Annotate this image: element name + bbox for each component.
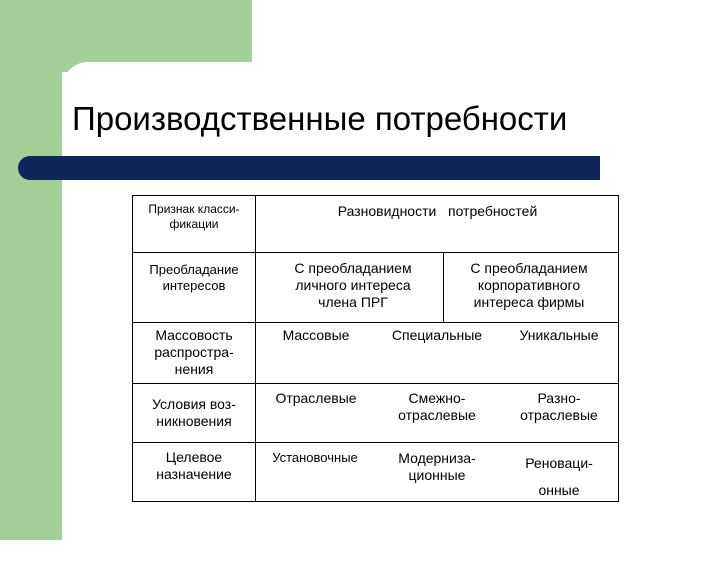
header-types: Разновидности потребностей	[337, 203, 538, 219]
value-line: интереса фирмы	[473, 294, 585, 311]
criterion-line: интересов	[162, 277, 226, 293]
value-mass: Массовые	[282, 327, 350, 343]
value-modernization	[379, 450, 495, 484]
row-divider	[133, 383, 618, 384]
value-line: Реноваци-	[525, 455, 593, 471]
criterion-line: назначение	[156, 466, 232, 483]
value-line: корпоративного	[477, 277, 581, 294]
value-line: С преобладанием	[470, 260, 588, 276]
criterion-line: Массовость	[155, 327, 233, 343]
needs-table	[132, 195, 619, 502]
header-criterion-line: Признак класси-	[148, 202, 240, 216]
value-line: члена ПРГ	[318, 294, 388, 311]
value-line: Модерниза-	[398, 450, 476, 466]
value-line: личного интереса	[295, 277, 411, 294]
value-personal-interest	[273, 260, 433, 311]
row-divider	[133, 442, 618, 443]
criterion-purpose	[133, 449, 255, 483]
value-line: отраслевые	[398, 407, 476, 424]
value-line: отраслевые	[520, 407, 598, 424]
criterion-interests	[133, 262, 255, 294]
header-criterion-line: фикации	[169, 216, 219, 231]
criterion-conditions	[133, 396, 255, 430]
criterion-line: Условия воз-	[152, 396, 236, 412]
value-line: ционные	[408, 467, 466, 484]
value-corporate-interest	[449, 260, 609, 311]
value-renovation	[505, 450, 613, 503]
row-divider	[133, 252, 618, 253]
value-unique: Уникальные	[519, 327, 599, 343]
column-divider	[255, 196, 256, 501]
header-criterion	[133, 202, 255, 231]
slide-title: Производственные потребности	[72, 100, 568, 137]
row-divider	[133, 322, 618, 323]
criterion-mass	[133, 327, 255, 378]
criterion-line: Целевое	[165, 449, 223, 465]
value-line: С преобладанием	[294, 260, 412, 276]
value-line: Разно-	[537, 390, 581, 406]
value-line: онные	[538, 481, 580, 498]
column-divider	[443, 252, 444, 322]
value-multi-sectoral	[505, 390, 613, 424]
criterion-line: распростра-	[154, 344, 234, 361]
criterion-line: Преобладание	[149, 262, 239, 277]
decor-green-left	[0, 0, 62, 540]
value-adjacent-sectoral	[379, 390, 495, 424]
value-line: Смежно-	[408, 390, 466, 406]
value-special: Специальные	[391, 327, 483, 343]
value-installation: Установочные	[272, 450, 358, 465]
title-underline-bar	[18, 156, 600, 180]
criterion-line: никновения	[156, 413, 232, 430]
criterion-line: нения	[174, 361, 214, 378]
value-sectoral: Отраслевые	[275, 390, 357, 406]
